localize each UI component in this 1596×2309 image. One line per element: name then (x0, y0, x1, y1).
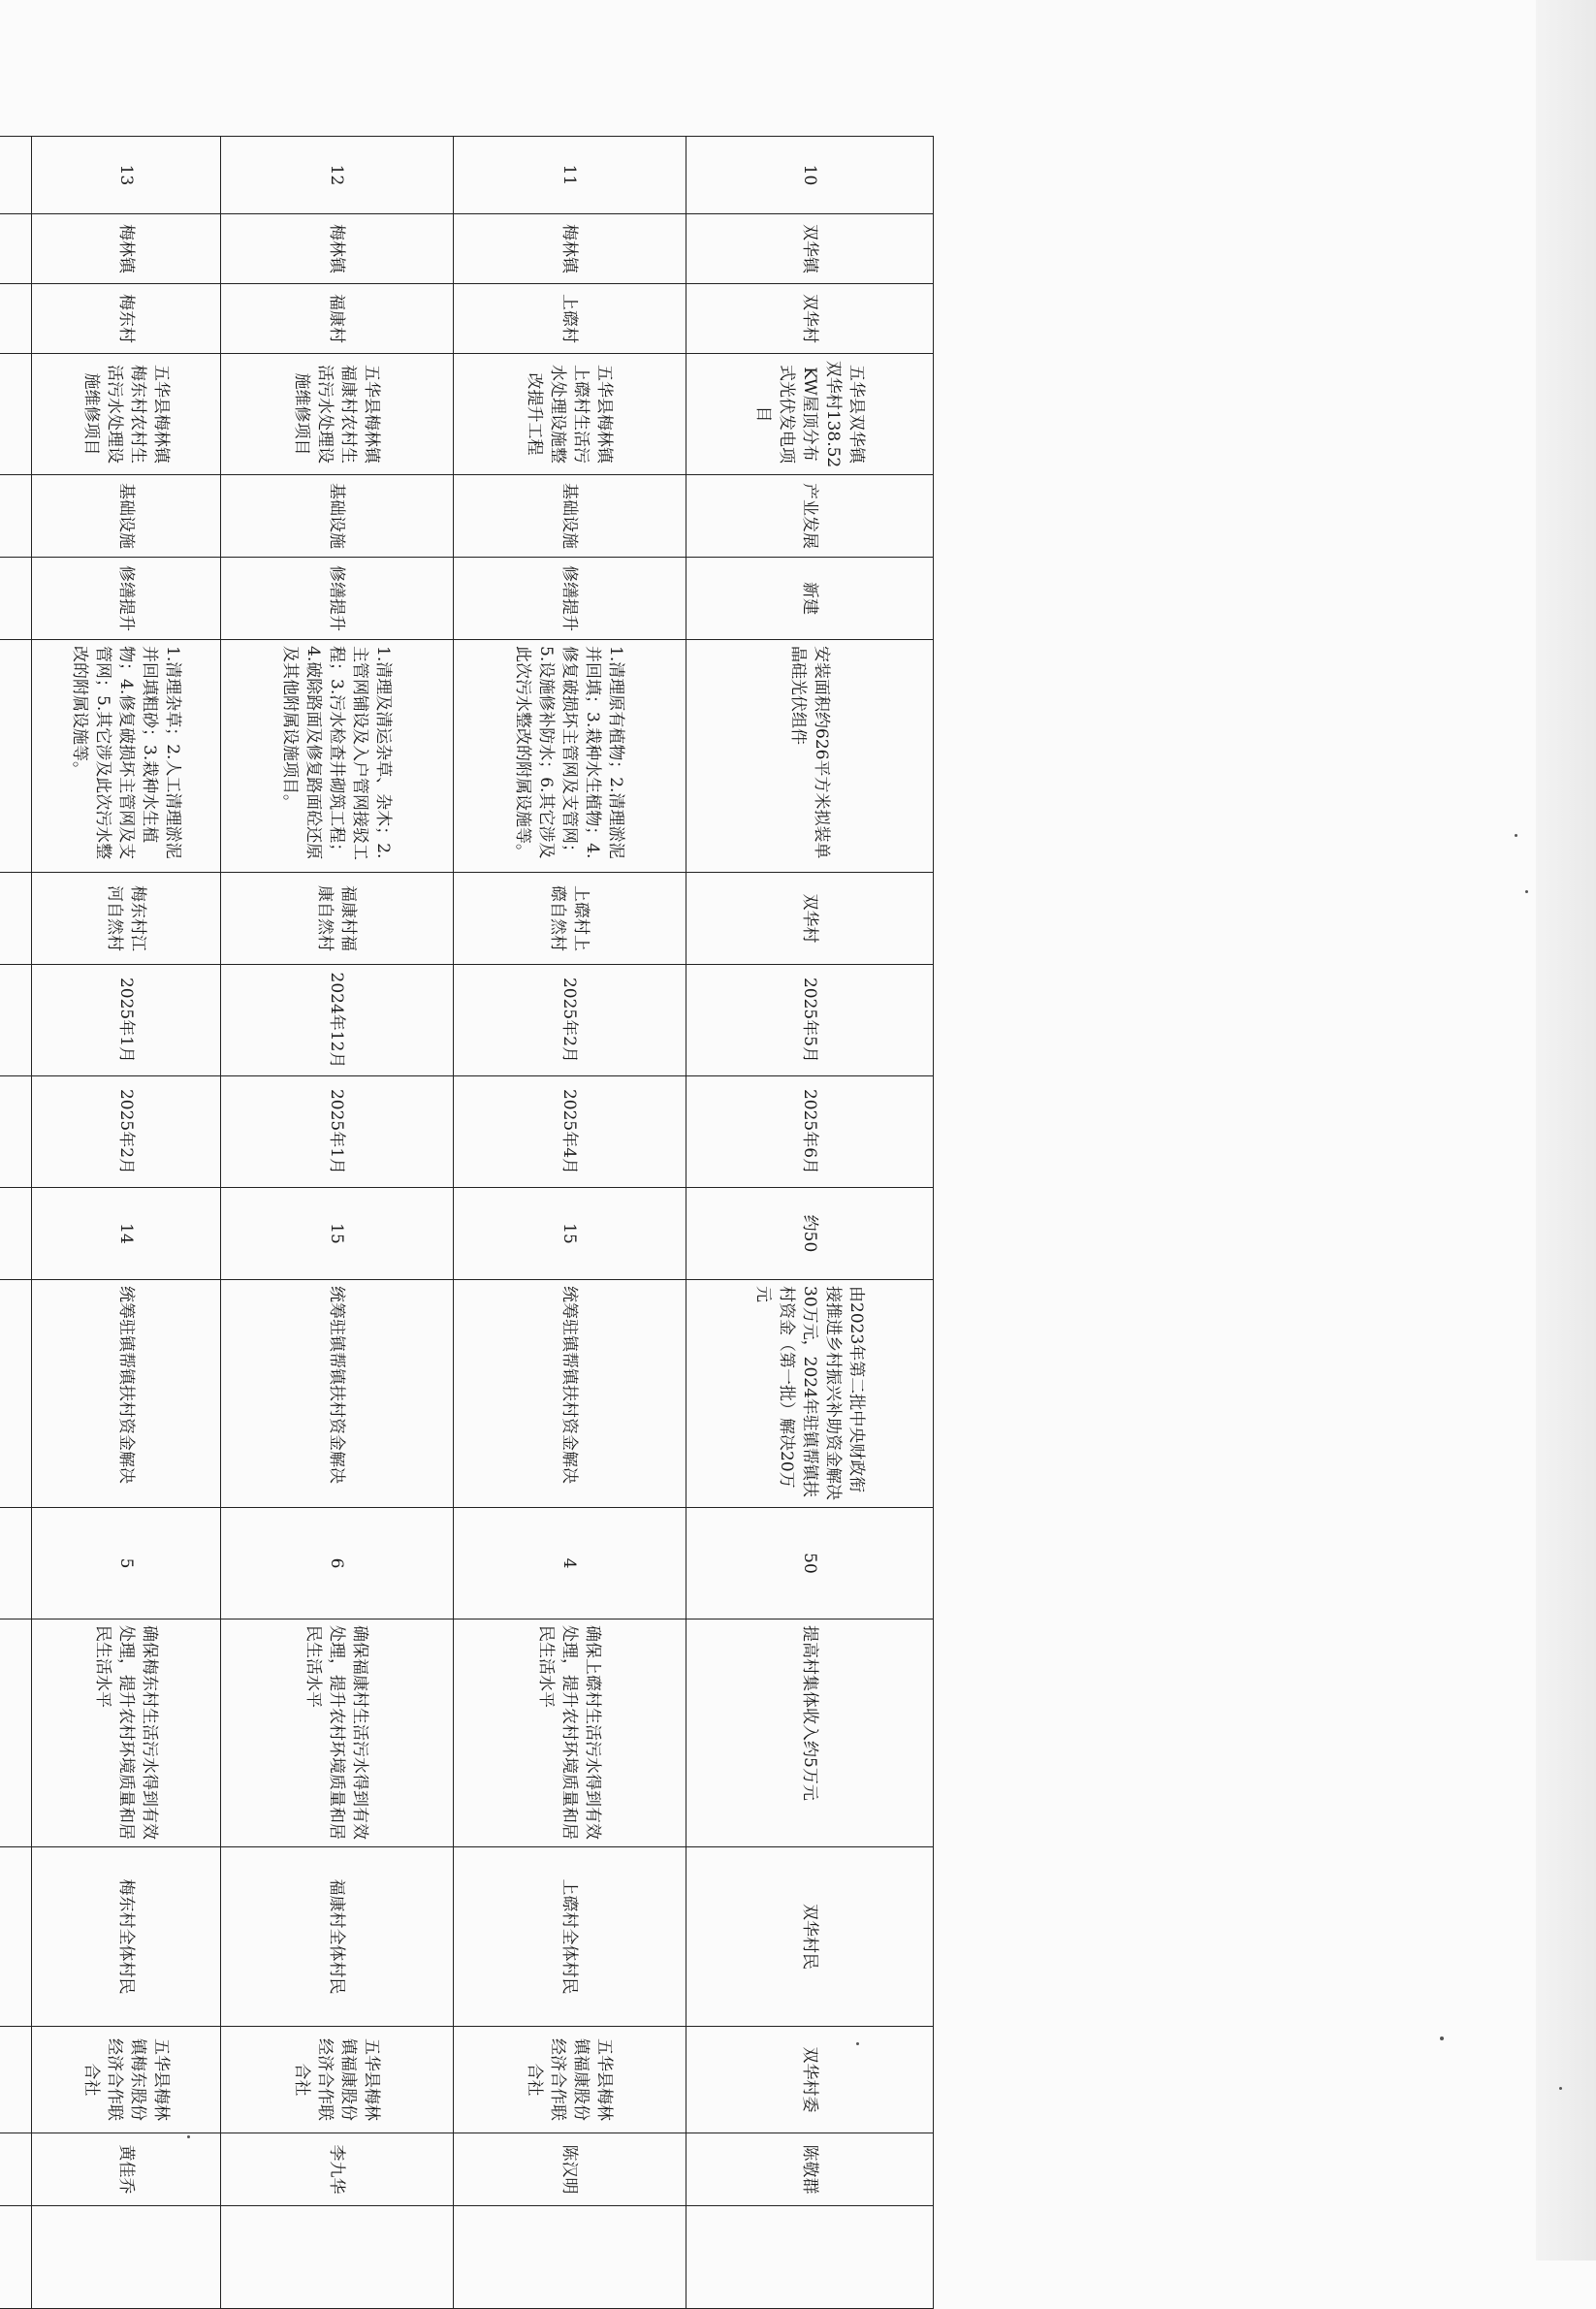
empty-cell (0, 1280, 32, 1508)
empty-cell (0, 137, 32, 214)
cell-person: 黄佳乔 (32, 2133, 221, 2206)
cell-project-name: 五华县双华镇双华村138.52KW屋顶分布式光伏发电项目 (686, 354, 934, 475)
cell-benefit: 确保福康村生活污水得到有效处理，提升农村环境质量和居民生活水平 (221, 1620, 454, 1847)
cell-beneficiary: 上磜村全体村民 (454, 1847, 686, 2027)
cell-start: 2024年12月 (221, 965, 454, 1076)
empty-cell (0, 1188, 32, 1280)
cell-funding: 统筹驻镇帮镇扶村资金解决 (454, 1280, 686, 1508)
empty-cell (0, 1508, 32, 1620)
empty-cell (0, 640, 32, 873)
cell-project-name: 五华县梅林镇梅东村农村生活污水处理设施维修项目 (32, 354, 221, 475)
empty-cell (0, 354, 32, 475)
cell-remark (32, 2206, 221, 2309)
cell-person: 陈汉明 (454, 2133, 686, 2206)
cell-start: 2025年5月 (686, 965, 934, 1076)
cell-beneficiary: 福康村全体村民 (221, 1847, 454, 2027)
cell-benefit: 提高村集体收入约5万元 (686, 1620, 934, 1847)
empty-cell (0, 1076, 32, 1188)
cell-investment: 15 (221, 1188, 454, 1280)
cell-end: 2025年6月 (686, 1076, 934, 1188)
empty-cell (0, 558, 32, 640)
cell-content: 1.清理及清运杂草、杂木；2.主管网铺设及入户管网接驳工程；3.污水检查井砌筑工程；4.破除路面及修复路面砼还原及其他附属设施项目。 (221, 640, 454, 873)
cell-no: 11 (454, 137, 686, 214)
scan-speck (1559, 2087, 1562, 2090)
cell-category: 基础设施 (221, 475, 454, 558)
cell-amount: 50 (686, 1508, 934, 1620)
empty-cell (0, 1847, 32, 2027)
empty-cell (0, 2206, 32, 2309)
scan-speck (1525, 890, 1528, 893)
cell-build-type: 修缮提升 (454, 558, 686, 640)
cell-owner: 双华村委 (686, 2027, 934, 2133)
cell-no: 12 (221, 137, 454, 214)
cell-beneficiary: 双华村民 (686, 1847, 934, 2027)
cell-benefit: 确保梅东村生活污水得到有效处理，提升农村环境质量和居民生活水平 (32, 1620, 221, 1847)
cell-no: 13 (32, 137, 221, 214)
cell-town: 梅林镇 (221, 214, 454, 284)
cell-funding: 统筹驻镇帮镇扶村资金解决 (32, 1280, 221, 1508)
empty-cell (0, 284, 32, 354)
table-row (686, 137, 934, 2309)
scan-speck (1440, 2036, 1444, 2040)
cell-category: 基础设施 (454, 475, 686, 558)
cell-beneficiary: 梅东村全体村民 (32, 1847, 221, 2027)
cell-amount: 6 (221, 1508, 454, 1620)
cell-village: 双华村 (686, 284, 934, 354)
empty-cell (0, 2027, 32, 2133)
table-row (32, 137, 221, 2309)
scan-right-margin (1536, 0, 1596, 2261)
rotated-table-wrapper (0, 136, 934, 2195)
cell-content: 1.清理原有植物；2.清理淤泥并回填；3.栽种水生植物；4.修复破损坏主管网及支管网；5.设施修补防水；6.其它涉及此次污水整改的附属设施等。 (454, 640, 686, 873)
cell-amount: 4 (454, 1508, 686, 1620)
cell-location: 梅东村江河自然村 (32, 873, 221, 965)
cell-start: 2025年2月 (454, 965, 686, 1076)
cell-start: 2025年1月 (32, 965, 221, 1076)
cell-end: 2025年1月 (221, 1076, 454, 1188)
cell-village: 上磜村 (454, 284, 686, 354)
cell-remark (454, 2206, 686, 2309)
cell-project-name: 五华县梅林镇上磜村生活污水处理设施整改提升工程 (454, 354, 686, 475)
cell-town: 双华镇 (686, 214, 934, 284)
cell-project-name: 五华县梅林镇福康村农村生活污水处理设施维修项目 (221, 354, 454, 475)
empty-cell (0, 965, 32, 1076)
cell-content: 1.清理杂草；2.人工清理淤泥并回填粗砂；3.栽种水生植物；4.修复破损坏主管网及支管网；5.其它涉及此次污水整改的附属设施等。 (32, 640, 221, 873)
scan-speck (1515, 834, 1517, 837)
cell-investment: 15 (454, 1188, 686, 1280)
cell-remark (686, 2206, 934, 2309)
cell-funding: 统筹驻镇帮镇扶村资金解决 (221, 1280, 454, 1508)
cell-build-type: 新建 (686, 558, 934, 640)
cell-benefit: 确保上磜村生活污水得到有效处理，提升农村环境质量和居民生活水平 (454, 1620, 686, 1847)
cell-location: 上磜村上磜自然村 (454, 873, 686, 965)
cell-amount: 5 (32, 1508, 221, 1620)
cell-town: 梅林镇 (32, 214, 221, 284)
cell-end: 2025年2月 (32, 1076, 221, 1188)
empty-cell (0, 1620, 32, 1847)
cell-category: 基础设施 (32, 475, 221, 558)
cell-person: 陈敬群 (686, 2133, 934, 2206)
cell-category: 产业发展 (686, 475, 934, 558)
cell-investment: 14 (32, 1188, 221, 1280)
cell-investment: 约50 (686, 1188, 934, 1280)
cell-owner: 五华县梅林镇福康股份经济合作联合社 (221, 2027, 454, 2133)
cell-village: 梅东村 (32, 284, 221, 354)
project-table (0, 136, 934, 2309)
cell-owner: 五华县梅林镇梅东股份经济合作联合社 (32, 2027, 221, 2133)
empty-cell (0, 214, 32, 284)
table-row-empty (0, 137, 32, 2309)
cell-build-type: 修缮提升 (32, 558, 221, 640)
empty-cell (0, 475, 32, 558)
cell-content: 安装面积约626平方米拟装单晶硅光伏组件 (686, 640, 934, 873)
cell-person: 李九华 (221, 2133, 454, 2206)
cell-build-type: 修缮提升 (221, 558, 454, 640)
cell-remark (221, 2206, 454, 2309)
empty-cell (0, 2133, 32, 2206)
cell-end: 2025年4月 (454, 1076, 686, 1188)
table-row (221, 137, 454, 2309)
empty-cell (0, 873, 32, 965)
cell-funding: 由2023年第二批中央财政衔接推进乡村振兴补助资金解决30万元，2024年驻镇帮镇扶村资金（第一批）解决20万元 (686, 1280, 934, 1508)
cell-town: 梅林镇 (454, 214, 686, 284)
table-row (454, 137, 686, 2309)
cell-location: 双华村 (686, 873, 934, 965)
cell-owner: 五华县梅林镇福康股份经济合作联合社 (454, 2027, 686, 2133)
cell-location: 福康村福康自然村 (221, 873, 454, 965)
cell-village: 福康村 (221, 284, 454, 354)
cell-no: 10 (686, 137, 934, 214)
